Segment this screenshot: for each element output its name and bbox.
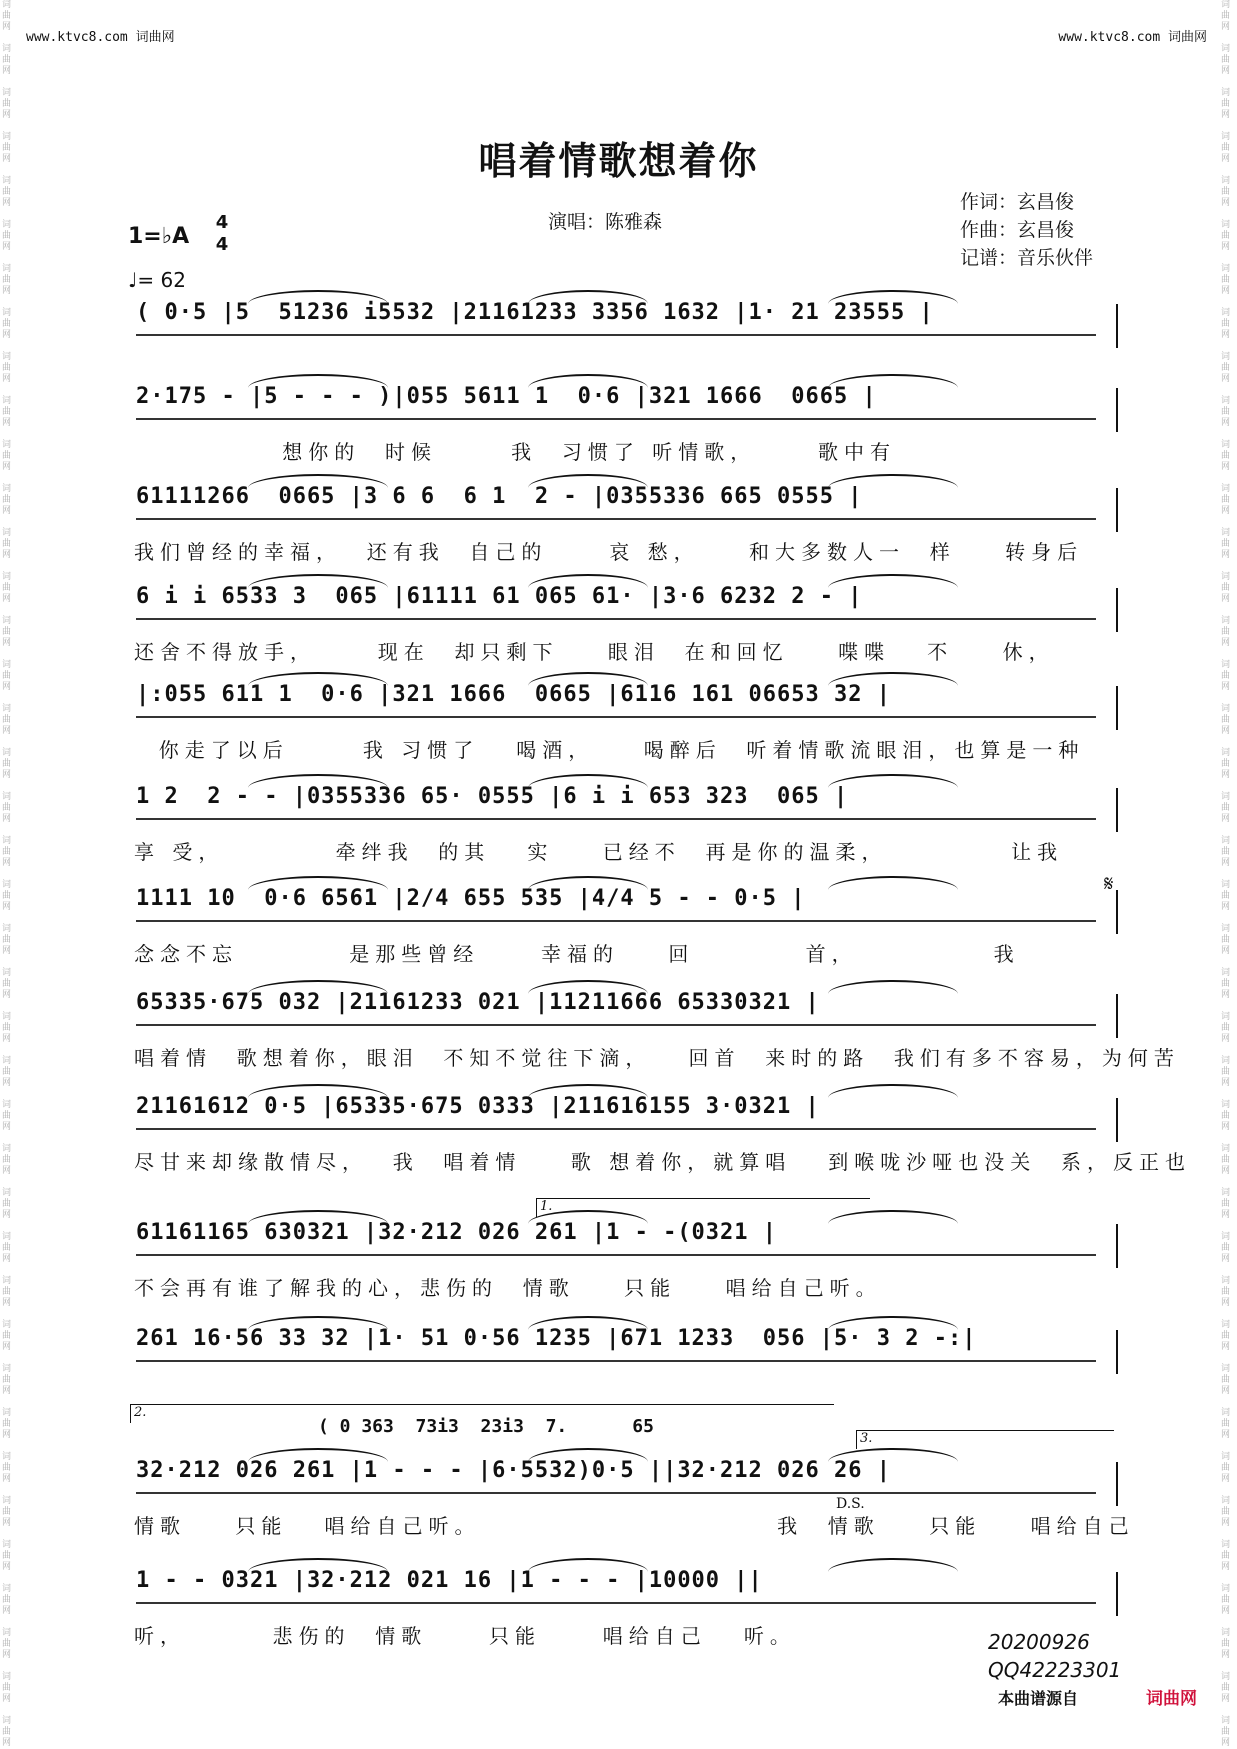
- volta-2: 2.: [130, 1404, 834, 1423]
- notation-line: 1 - - 0321 |32·212 021 16 |1 - - - |10000 ||: [136, 1568, 763, 1593]
- barline: [1116, 788, 1118, 832]
- score-system: [128, 1094, 1192, 1198]
- slur-mark: [248, 1210, 388, 1224]
- score-system: [128, 384, 1118, 488]
- watermark-column-right: 词曲网 词曲网 词曲网 词曲网 词曲网 词曲网 词曲网 词曲网 词曲网 词曲网 词曲网 词曲网 词曲网 词曲网 词曲网 词曲网 词曲网 词曲网 词曲网 词曲网 词曲网 词曲网 词曲网 词曲网 词曲网 词曲网 词曲网 词曲网 词曲网 词曲网 词曲网 词曲网 词曲网 词曲网 词曲网 词曲网 词曲网 词曲网 词曲网 词曲网: [1221, 0, 1231, 1748]
- lyrics-line: 还舍不得放手， 现在 却只剩下 眼泪 在和回忆 喋喋 不 休，: [134, 640, 1055, 664]
- score-system: [128, 1220, 1118, 1324]
- slur-mark: [248, 1448, 388, 1462]
- beam-underline: [136, 334, 1096, 336]
- tempo-mark: ♩= 62: [128, 268, 186, 292]
- beam-underline: [136, 1492, 1096, 1494]
- beam-underline: [136, 818, 1096, 820]
- key-signature: 1=♭A: [128, 224, 190, 249]
- score-system: [128, 886, 1118, 990]
- notation-line: |:055 611 1 0·6 |321 1666 0665 |6116 161 06653 32 |: [136, 682, 891, 707]
- credits: [960, 188, 1093, 272]
- time-signature-bottom: 4: [215, 234, 229, 255]
- footer-brand-link[interactable]: 词曲网: [1146, 1689, 1197, 1709]
- lyrics-line: 不会再有谁了解我的心，悲伤的 情歌 只能 唱给自己听。: [134, 1276, 882, 1300]
- score-system: [128, 784, 1118, 888]
- lyrics-line: 你走了以后 我 习惯了 喝酒， 喝醉后 听着情歌流眼泪，也算是一种: [134, 738, 1085, 762]
- interlude-line: ( 0 363 73i3 23i3 7. 65: [318, 1416, 654, 1437]
- beam-underline: [136, 618, 1096, 620]
- site-url-right[interactable]: www.ktvc8.com 词曲网: [1058, 30, 1207, 45]
- notation-line: 261 16·56 33 32 |1· 51 0·56 1235 |671 1233 056 |5· 3 2 -:|: [136, 1326, 977, 1351]
- notation-line: 2·175 - |5 - - - )|055 5611 1 0·6 |321 1666 0665 |: [136, 384, 877, 409]
- lyrics-line: 唱着情 歌想着你，眼泪 不知不觉往下滴， 回首 来时的路 我们有多不容易，为何苦: [134, 1046, 1180, 1070]
- barline: [1116, 1224, 1118, 1268]
- barline: [1116, 588, 1118, 632]
- lyrics-line: 想你的 时候 我 习惯了 听情歌， 歌中有: [134, 440, 897, 464]
- footer-source: 本曲谱源自: [998, 1689, 1079, 1708]
- composer-credit: 作曲：玄昌俊: [960, 219, 1075, 241]
- score-system: [128, 682, 1118, 786]
- beam-underline: [136, 1360, 1096, 1362]
- beam-underline: [136, 920, 1096, 922]
- time-signature-top: 4: [215, 212, 229, 233]
- beam-underline: [136, 1602, 1096, 1604]
- lyrics-line: 尽甘来却缘散情尽， 我 唱着情 歌 想着你，就算唱 到喉咙沙哑也没关 系，反正也: [134, 1150, 1192, 1174]
- lyrics-line: 我们曾经的幸福， 还有我 自己的 哀 愁， 和大多数人一 样 转身后: [134, 540, 1084, 564]
- slur-mark: [248, 290, 388, 304]
- slur-mark: [528, 290, 648, 304]
- score-system: [128, 1568, 1118, 1672]
- barline: [1116, 1330, 1118, 1374]
- score-system: [128, 484, 1118, 588]
- transcriber-credit: 记谱：音乐伙伴: [960, 247, 1094, 269]
- score-system: [128, 990, 1180, 1094]
- barline: [1116, 686, 1118, 730]
- notation-line: 65335·675 032 |21161233 021 |11211666 65330321 |: [136, 990, 820, 1015]
- notation-line: 1111 10 0·6 6561 |2/4 655 535 |4/4 5 - - 0·5 |: [136, 886, 806, 911]
- segno-icon: 𝄋: [1104, 872, 1114, 897]
- notation-line: 6 i i 6533 3 065 |61111 61 065 61· |3·6 6232 2 - |: [136, 584, 863, 609]
- lyrics-line: 念念不忘 是那些曾经 幸福的 回 首， 我: [134, 942, 1020, 966]
- beam-underline: [136, 518, 1096, 520]
- barline: [1116, 1572, 1118, 1616]
- beam-underline: [136, 1254, 1096, 1256]
- lyrics-line: 听， 悲伤的 情歌 只能 唱给自己 听。: [134, 1624, 796, 1648]
- slur-mark: [528, 1448, 648, 1462]
- volta-1: 1.: [536, 1198, 870, 1217]
- footer-date: 20200926: [988, 1630, 1090, 1654]
- slur-mark: [828, 290, 958, 304]
- volta-3: 3.: [856, 1430, 1114, 1449]
- ds-mark: D.S.: [836, 1496, 865, 1512]
- beam-underline: [136, 716, 1096, 718]
- notation-line: 32·212 026 261 |1 - - - |6·5532)0·5 ||32·212 026 26 |: [136, 1458, 891, 1483]
- notation-line: 1 2 2 - - |0355336 65· 0555 |6 i i 653 323 065 |: [136, 784, 849, 809]
- notation-line: ( 0·5 |5 51236 i5532 |21161233 3356 1632 |1· 21 23555 |: [136, 300, 934, 325]
- barline: [1116, 488, 1118, 532]
- barline: [1116, 1098, 1118, 1142]
- lyrics-line: 情歌 只能 唱给自己听。 我 情歌 只能 唱给自己: [134, 1514, 1135, 1538]
- barline: [1116, 1462, 1118, 1506]
- score-system: [128, 584, 1118, 688]
- notation-line: 21161612 0·5 |65335·675 0333 |211616155 3·0321 |: [136, 1094, 820, 1119]
- footer-qq: QQ42223301: [988, 1658, 1122, 1682]
- barline: [1116, 304, 1118, 348]
- slur-mark: [828, 1448, 958, 1462]
- barline: [1116, 994, 1118, 1038]
- lyrics-line: 享 受， 牵绊我 的其 实 已经不 再是你的温柔， 让我: [134, 840, 1064, 864]
- lyricist-credit: 作词：玄昌俊: [960, 191, 1075, 213]
- watermark-column-left: 词曲网 词曲网 词曲网 词曲网 词曲网 词曲网 词曲网 词曲网 词曲网 词曲网 词曲网 词曲网 词曲网 词曲网 词曲网 词曲网 词曲网 词曲网 词曲网 词曲网 词曲网 词曲网 词曲网 词曲网 词曲网 词曲网 词曲网 词曲网 词曲网 词曲网 词曲网 词曲网 词曲网 词曲网 词曲网 词曲网 词曲网 词曲网 词曲网 词曲网: [2, 0, 12, 1748]
- score-system: [128, 1458, 1135, 1562]
- beam-underline: [136, 418, 1096, 420]
- notation-line: 61111266 0665 |3 6 6 6 1 2 - |0355336 665 0555 |: [136, 484, 863, 509]
- notation-line: 61161165 630321 |32·212 026 261 |1 - -(0321 |: [136, 1220, 778, 1245]
- barline: [1116, 890, 1118, 934]
- beam-underline: [136, 1024, 1096, 1026]
- beam-underline: [136, 1128, 1096, 1130]
- singer-credit: 演唱：陈雅森: [548, 211, 663, 233]
- site-url-left[interactable]: www.ktvc8.com 词曲网: [26, 30, 175, 45]
- time-signature: [212, 212, 232, 256]
- song-title: 唱着情歌想着你: [478, 138, 759, 183]
- barline: [1116, 388, 1118, 432]
